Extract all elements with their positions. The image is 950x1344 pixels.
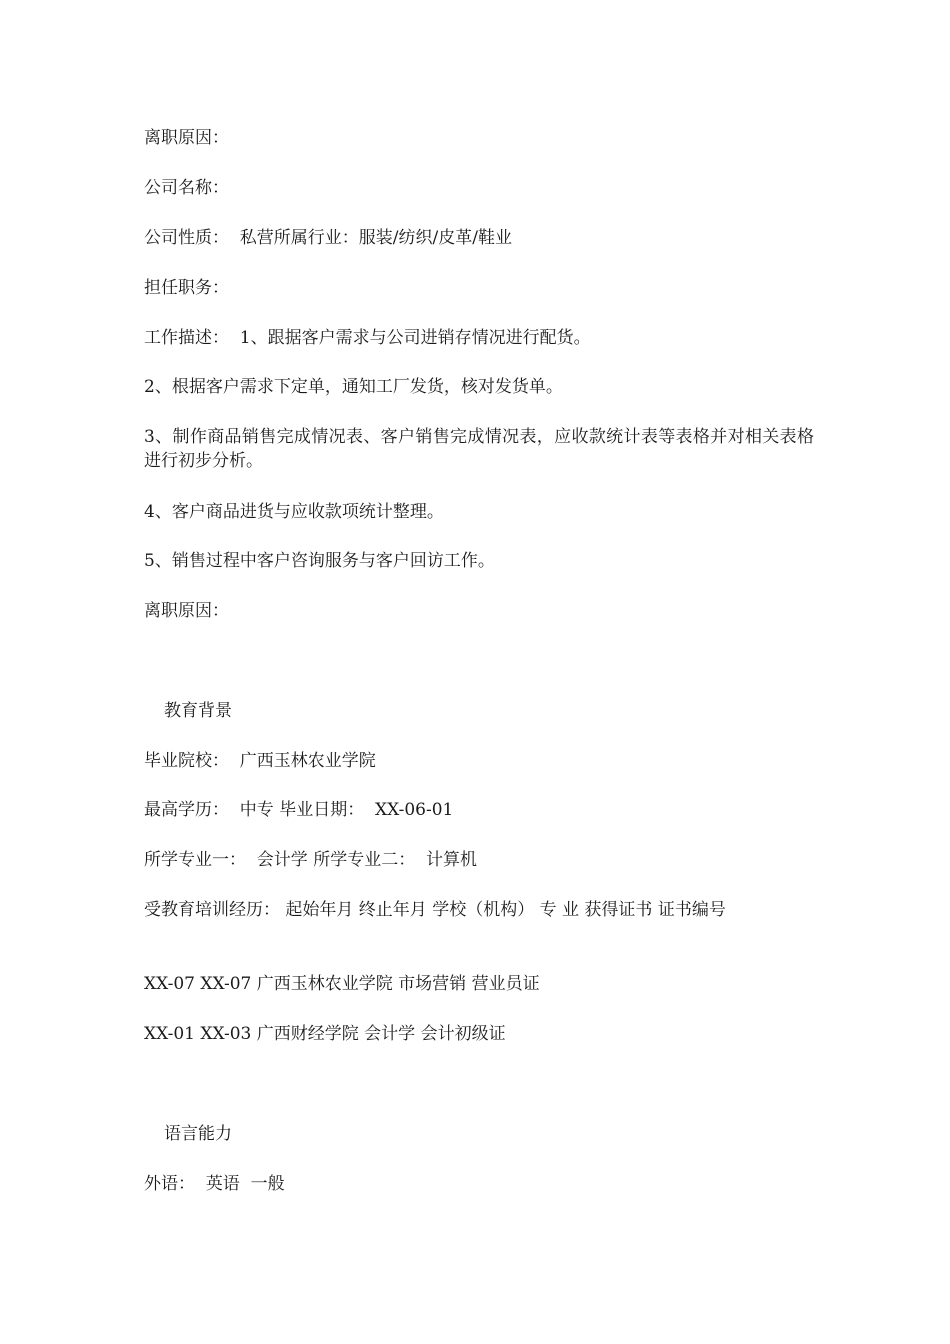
company-type-line: 公司性质： 私营所属行业：服装/纺织/皮革/鞋业 — [144, 228, 512, 248]
highest-degree: 最高学历： 中专 毕业日期： XX-06-01 — [144, 800, 454, 820]
job-description-2: 2、根据客户需求下定单，通知工厂发货，核对发货单。 — [144, 377, 563, 397]
job-description-1: 工作描述： 1、跟据客户需求与公司进销存情况进行配货。 — [144, 328, 591, 348]
language-heading: 语言能力 — [164, 1124, 232, 1144]
majors: 所学专业一： 会计学 所学专业二： 计算机 — [144, 850, 478, 870]
foreign-language: 外语： 英语 一般 — [144, 1174, 285, 1194]
company-name-label: 公司名称： — [144, 178, 229, 198]
leave-reason-label: 离职原因： — [144, 128, 229, 148]
graduation-school: 毕业院校： 广西玉林农业学院 — [144, 751, 376, 771]
job-description-5: 5、销售过程中客户咨询服务与客户回访工作。 — [144, 551, 495, 571]
job-description-4: 4、客户商品进货与应收款项统计整理。 — [144, 502, 444, 522]
training-header: 受教育培训经历： 起始年月 终止年月 学校（机构） 专 业 获得证书 证书编号 — [144, 900, 726, 920]
education-heading: 教育背景 — [164, 701, 232, 721]
job-description-3: 3、制作商品销售完成情况表、客户销售完成情况表，应收款统计表等表格并对相关表格进行初步分析。 — [144, 427, 814, 471]
training-row: XX-07 XX-07 广西玉林农业学院 市场营销 营业员证 — [144, 974, 540, 994]
position-label: 担任职务： — [144, 278, 229, 298]
leave-reason-label-2: 离职原因： — [144, 601, 229, 621]
training-row: XX-01 XX-03 广西财经学院 会计学 会计初级证 — [144, 1024, 506, 1044]
